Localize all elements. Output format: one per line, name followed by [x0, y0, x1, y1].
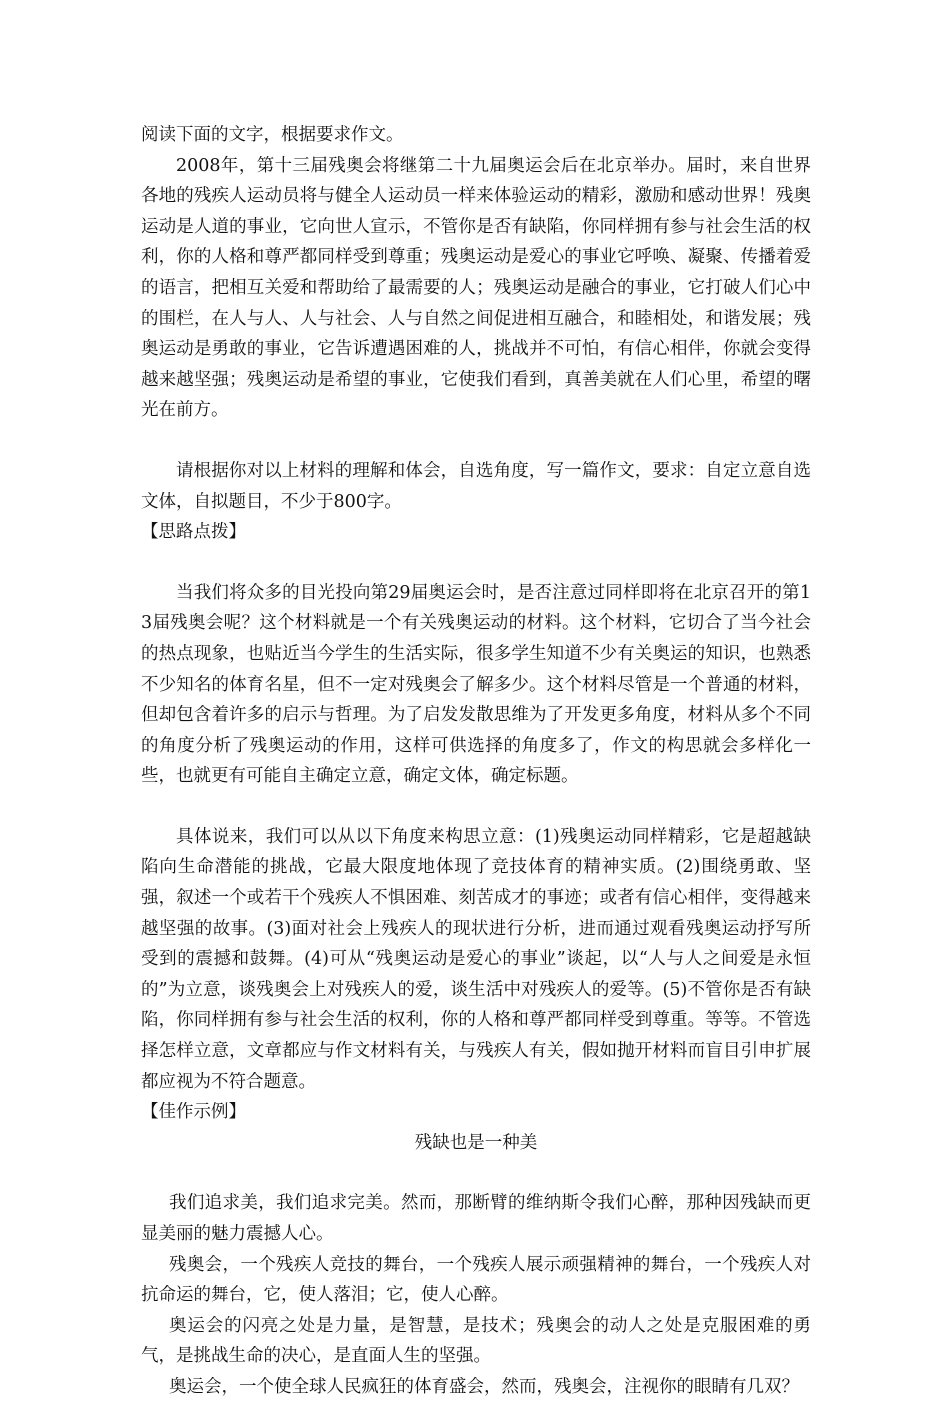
paragraph-gap: [141, 548, 811, 578]
paragraph-gap: [141, 1158, 811, 1188]
essay-paragraph-2: 残奥会，一个残疾人竞技的舞台，一个残疾人展示顽强精神的舞台，一个残疾人对抗命运的舞台，它，使人落泪；它，使人心醉。: [141, 1254, 811, 1306]
paragraph-gap: [141, 426, 811, 456]
section-heading-tips: 【思路点拨】: [141, 522, 246, 543]
essay-paragraph-4: 奥运会，一个使全球人民疯狂的体育盛会，然而，残奥会，注视你的眼睛有几双？: [169, 1376, 799, 1397]
paragraph-gap: [141, 792, 811, 822]
tips-paragraph-2: 具体说来，我们可以从以下角度来构思立意：(1)残奥运动同样精彩，它是超越缺陷向生命潜能的挑战，它最大限度地体现了竞技体育的精神实质。(2)围绕勇敢、坚强，叙述一个或若干个残疾人不惧困难、刻苦成才的事迹；或者有信心相伴，变得越来越坚强的故事。(3)面对社会上残疾人的现状进行分析，进而通过观看残奥运动抒写所受到的震撼和鼓舞。(4)可从“残奥运动是爱心的事业”谈起，以“人与人之间爱是永恒的”为立意，谈残奥会上对残疾人的爱，谈生活中对残疾人的爱等。(5)不管你是否有缺陷，你同样拥有参与社会生活的权利，你的人格和尊严都同样受到尊重。等等。不管选择怎样立意，文章都应与作文材料有关，与残疾人有关，假如抛开材料而盲目引申扩展都应视为不符合题意。: [141, 826, 811, 1092]
essay-paragraph-3: 奥运会的闪亮之处是力量，是智慧，是技术；残奥会的动人之处是克服困难的勇气，是挑战生命的决心，是直面人生的坚强。: [141, 1315, 811, 1367]
material-paragraph: 2008年，第十三届残奥会将继第二十九届奥运会后在北京举办。届时，来自世界各地的残疾人运动员将与健全人运动员一样来体验运动的精彩，激励和感动世界！残奥运动是人道的事业，它向世人宣示，不管你是否有缺陷，你同样拥有参与社会生活的权利，你的人格和尊严都同样受到尊重；残奥运动是爱心的事业它呼唤、凝聚、传播着爱的语言，把相互关爱和帮助给了最需要的人；残奥运动是融合的事业，它打破人们心中的围栏，在人与人、人与社会、人与自然之间促进相互融合，和睦相处，和谐发展；残奥运动是勇敢的事业，它告诉遭遇困难的人，挑战并不可怕，有信心相伴，你就会变得越来越坚强；残奥运动是希望的事业，它使我们看到，真善美就在人们心里，希望的曙光在前方。: [141, 155, 811, 421]
section-heading-example: 【佳作示例】: [141, 1102, 246, 1123]
tips-paragraph-1: 当我们将众多的目光投向第29届奥运会时，是否注意过同样即将在北京召开的第13届残奥会呢？这个材料就是一个有关残奥运动的材料。这个材料，它切合了当今社会的热点现象，也贴近当今学生的生活实际，很多学生知道不少有关奥运的知识，也熟悉不少知名的体育名星，但不一定对残奥会了解多少。这个材料尽管是一个普通的材料，但却包含着许多的启示与哲理。为了启发发散思维为了开发更多角度，材料从多个不同的角度分析了残奥运动的作用，这样可供选择的角度多了，作文的构思就会多样化一些，也就更有可能自主确定立意，确定文体，确定标题。: [141, 582, 811, 787]
essay-title: 残缺也是一种美: [414, 1132, 538, 1153]
requirement-paragraph: 请根据你对以上材料的理解和体会，自选角度，写一篇作文，要求：自定立意自选文体，自拟题目，不少于800字。: [141, 460, 811, 512]
intro-line: 阅读下面的文字，根据要求作文。: [141, 125, 404, 145]
essay-paragraph-1: 我们追求美，我们追求完美。然而，那断臂的维纳斯令我们心醉，那种因残缺而更显美丽的魅力震撼人心。: [141, 1193, 811, 1244]
document-body: [141, 120, 811, 1403]
